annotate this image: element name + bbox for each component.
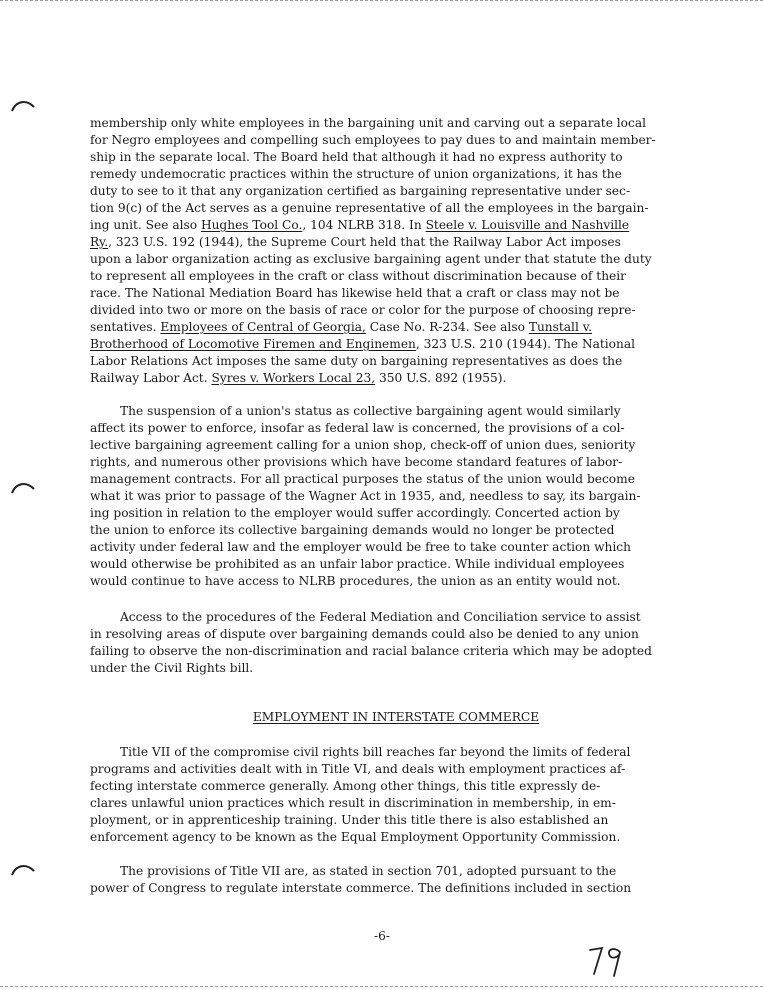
text-line: fecting interstate commerce generally. Among other things, this title expressly de- (90, 779, 601, 793)
text-line: failing to observe the non-discrimination and racial balance criteria which may be adopted (90, 644, 652, 658)
text-line: would continue to have access to NLRB procedures, the union as an entity would not. (90, 574, 621, 588)
text-line: to represent all employees in the craft or class without discrimination because of their (90, 269, 626, 283)
citation-tunstall: Tunstall v. (528, 320, 593, 334)
text-line-with-citations: Railway Labor Act. Syres v. Workers Local 23, 350 U.S. 892 (1955). (90, 371, 507, 385)
text-line: in resolving areas of dispute over bargaining demands could also be denied to any union (90, 627, 639, 641)
margin-mark-bottom (10, 862, 36, 876)
text-line: upon a labor organization acting as exclusive bargaining agent under that statute the duty (90, 252, 652, 266)
paragraph-5 (90, 863, 702, 897)
text-line: Access to the procedures of the Federal Mediation and Conciliation service to assist (120, 610, 641, 624)
paragraph-1 (90, 115, 702, 387)
paragraph-4 (90, 744, 702, 846)
text-line: The suspension of a union's status as collective bargaining agent would similarly (120, 404, 621, 418)
margin-mark-top (10, 98, 36, 112)
section-heading-text: EMPLOYMENT IN INTERSTATE COMMERCE (252, 710, 540, 724)
citation-brotherhood: Brotherhood of Locomotive Firemen and Enginemen (90, 337, 416, 351)
text-line-with-citations: sentatives. Employees of Central of Georgia, Case No. R-234. See also Tunstall v. (90, 320, 593, 334)
text-line: affect its power to enforce, insofar as federal law is concerned, the provisions of a col- (90, 421, 625, 435)
top-edge-rule (0, 0, 763, 1)
text-line: Labor Relations Act imposes the same duty on bargaining representatives as does the (90, 354, 623, 368)
citation-syres: Syres v. Workers Local 23, (211, 371, 376, 385)
text-line: programs and activities dealt with in Title VI, and deals with employment practices af- (90, 762, 626, 776)
text-line: would otherwise be prohibited as an unfair labor practice. While individual employees (90, 557, 625, 571)
text-line: under the Civil Rights bill. (90, 661, 254, 675)
section-heading (90, 709, 702, 726)
bottom-edge-rule (0, 986, 763, 987)
handwritten-note (586, 944, 626, 982)
text-line: ing position in relation to the employer would suffer accordingly. Concerted action by (90, 506, 620, 520)
text-line: enforcement agency to be known as the Equal Employment Opportunity Commission. (90, 830, 621, 844)
text-line: rights, and numerous other provisions which have become standard features of labor- (90, 455, 623, 469)
handwritten-79-icon (586, 944, 626, 978)
text-line: ployment, or in apprenticeship training. Under this title there is also established an (90, 813, 609, 827)
text-line: clares unlawful union practices which result in discrimination in membership, in em- (90, 796, 616, 810)
text-line: tion 9(c) of the Act serves as a genuine representative of all the employees in the bargain- (90, 201, 649, 215)
text-line: duty to see to it that any organization certified as bargaining representative under sec- (90, 184, 631, 198)
citation-steele: Steele v. Louisville and Nashville (425, 218, 630, 232)
text-line: lective bargaining agreement calling for a union shop, check-off of union dues, seniority (90, 438, 636, 452)
citation-central-of-georgia: Employees of Central of Georgia, (160, 320, 366, 334)
citation-hughes-tool: Hughes Tool Co. (200, 218, 303, 232)
text-line-with-citations: ing unit. See also Hughes Tool Co., 104 NLRB 318. In Steele v. Louisville and Nashville (90, 218, 630, 232)
text-line: the union to enforce its collective bargaining demands would no longer be protected (90, 523, 615, 537)
text-line: remedy undemocratic practices within the structure of union organizations, it has the (90, 167, 622, 181)
text-line: for Negro employees and compelling such employees to pay dues to and maintain member- (90, 133, 656, 147)
text-line: ship in the separate local. The Board held that although it had no express authority to (90, 150, 623, 164)
margin-mark-middle (10, 480, 36, 494)
text-line: management contracts. For all practical purposes the status of the union would become (90, 472, 635, 486)
text-line: activity under federal law and the employer would be free to take counter action which (90, 540, 631, 554)
text-line: race. The National Mediation Board has likewise held that a craft or class may not be (90, 286, 620, 300)
text-line: divided into two or more on the basis of race or color for the purpose of choosing repre- (90, 303, 636, 317)
text-line: membership only white employees in the bargaining unit and carving out a separate local (90, 116, 647, 130)
text-line-with-citations: Brotherhood of Locomotive Firemen and Enginemen, 323 U.S. 210 (1944). The National (90, 337, 636, 351)
paragraph-2 (90, 403, 702, 590)
text-line: what it was prior to passage of the Wagner Act in 1935, and, needless to say, its bargain- (90, 489, 641, 503)
citation-steele-ry: Ry. (90, 235, 109, 249)
text-line: Title VII of the compromise civil rights bill reaches far beyond the limits of federal (120, 745, 631, 759)
page-number: -6- (374, 929, 390, 943)
text-line-with-citations: Ry., 323 U.S. 192 (1944), the Supreme Court held that the Railway Labor Act imposes (90, 235, 621, 249)
text-line: power of Congress to regulate interstate commerce. The definitions included in section (90, 881, 632, 895)
paragraph-3 (90, 609, 702, 677)
text-line: The provisions of Title VII are, as stated in section 701, adopted pursuant to the (120, 864, 617, 878)
